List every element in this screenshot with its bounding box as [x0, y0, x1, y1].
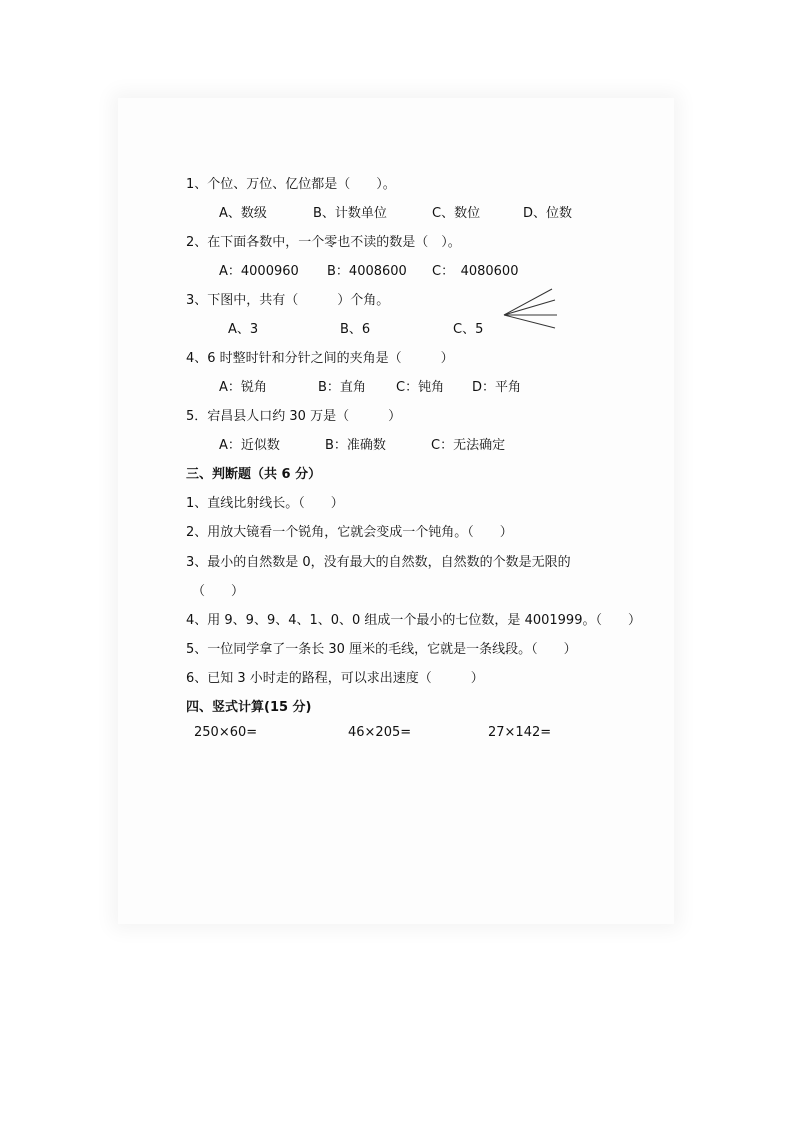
question-2: 2、在下面各数中，一个零也不读的数是（ ）。	[186, 235, 461, 250]
judge-item-2: 2、用放大镜看一个锐角，它就会变成一个钝角。（ ）	[186, 525, 513, 540]
q4-option-d: D：平角	[472, 380, 522, 395]
angle-rays-icon	[500, 286, 562, 334]
q5-option-b: B：准确数	[325, 438, 386, 453]
q1-option-c: C、数位	[432, 206, 481, 221]
section-title-calc: 四、竖式计算(15 分)	[186, 700, 312, 715]
q4-option-c: C：钝角	[396, 380, 445, 395]
question-5: 5．宕昌县人口约 30 万是（ ）	[186, 409, 402, 424]
calc-item-1: 250×60=	[194, 725, 258, 740]
q3-option-c: C、5	[453, 322, 484, 337]
q5-option-c: C：无法确定	[431, 438, 506, 453]
q3-option-b: B、6	[340, 322, 371, 337]
q2-option-a: A：4000960	[219, 264, 299, 279]
q2-option-c: C： 4080600	[432, 264, 519, 279]
judge-item-4: 4、用 9、9、9、4、1、0、0 组成一个最小的七位数，是 4001999。（ ）	[186, 613, 641, 628]
q3-option-a: A、3	[228, 322, 259, 337]
judge-item-1: 1、直线比射线长。（ ）	[186, 496, 344, 511]
question-3: 3、下图中，共有（ ）个角。	[186, 293, 390, 308]
q4-option-b: B：直角	[318, 380, 366, 395]
q4-option-a: A：锐角	[219, 380, 267, 395]
q1-option-b: B、计数单位	[313, 206, 387, 221]
q1-option-a: A、数级	[219, 206, 267, 221]
judge-item-6: 6、已知 3 小时走的路程，可以求出速度（ ）	[186, 671, 484, 686]
question-1: 1、个位、万位、亿位都是（ ）。	[186, 177, 396, 192]
calc-item-2: 46×205=	[348, 725, 412, 740]
judge-item-5: 5、一位同学拿了一条长 30 厘米的毛线，它就是一条线段。（ ）	[186, 642, 577, 657]
judge-item-3: 3、最小的自然数是 0，没有最大的自然数，自然数的个数是无限的	[186, 555, 571, 570]
exam-sheet	[118, 98, 674, 924]
q1-option-d: D、位数	[523, 206, 573, 221]
judge-item-3-blank: （ ）	[192, 584, 245, 599]
q5-option-a: A：近似数	[219, 438, 280, 453]
section-title-judge: 三、判断题（共 6 分）	[186, 467, 322, 482]
question-4: 4、6 时整时针和分针之间的夹角是（ ）	[186, 351, 454, 366]
calc-item-3: 27×142=	[488, 725, 552, 740]
q2-option-b: B：4008600	[327, 264, 407, 279]
